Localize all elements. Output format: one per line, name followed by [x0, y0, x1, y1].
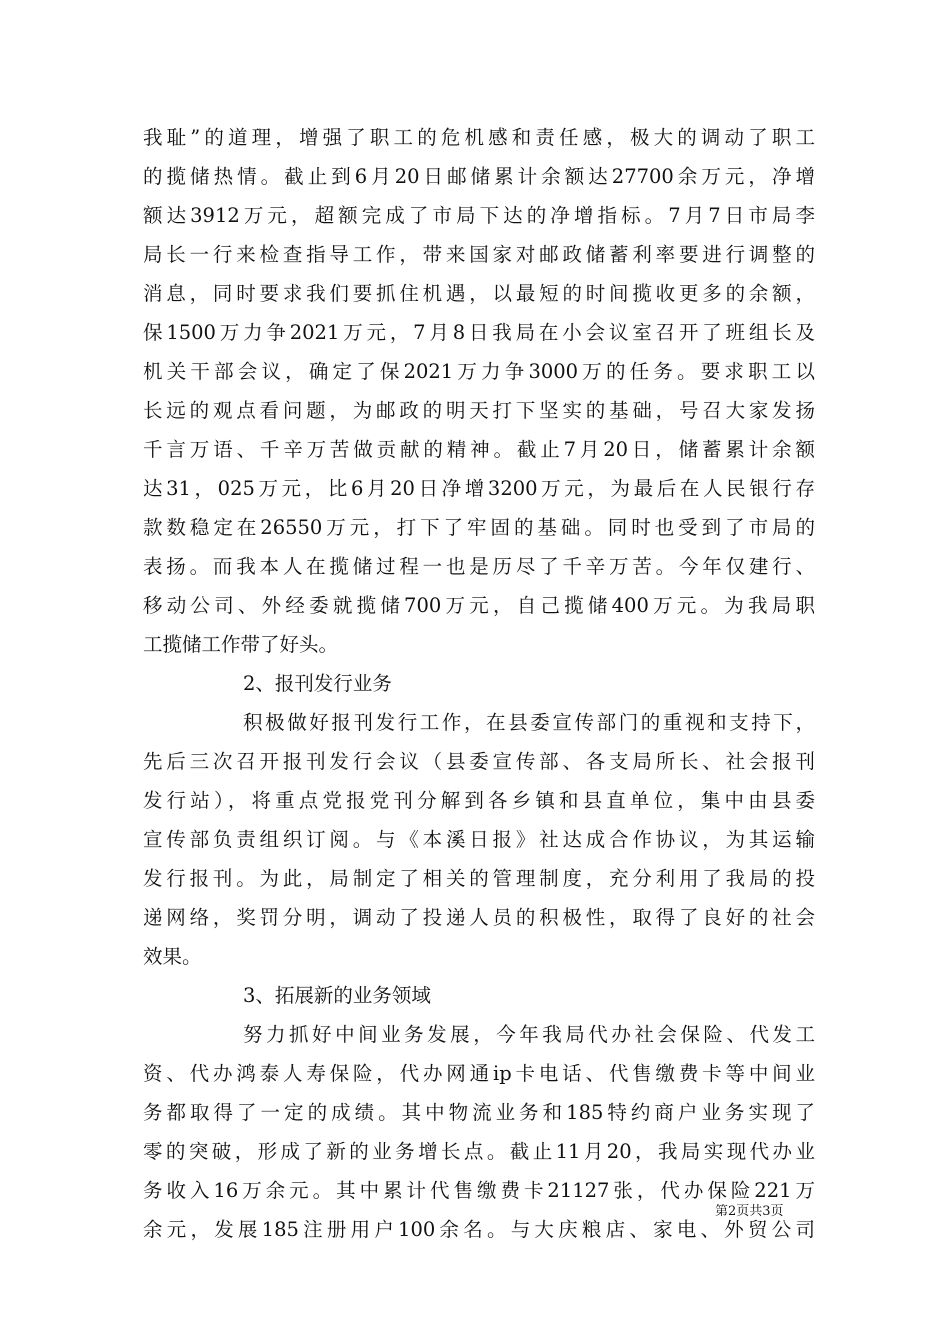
text-line: 消息，同时要求我们要抓住机遇，以最短的时间揽收更多的余额，	[143, 282, 815, 305]
text-line: 务收入16万余元。其中累计代售缴费卡21127张，代办保险221万	[143, 1179, 815, 1202]
text-line: 达31，025万元，比6月20日净增3200万元，为最后在人民银行存	[143, 477, 815, 500]
text-line: 额达3912万元，超额完成了市局下达的净增指标。7月7日市局李	[143, 204, 815, 227]
text-line: 局长一行来检查指导工作，带来国家对邮政储蓄利率要进行调整的	[143, 243, 815, 266]
text-line: 保1500万力争2021万元，7月8日我局在小会议室召开了班组长及	[143, 321, 815, 344]
text-line: 效果。	[143, 945, 202, 968]
text-line: 我耻”的道理，增强了职工的危机感和责任感，极大的调动了职工	[143, 126, 815, 149]
text-line: 移动公司、外经委就揽储700万元，自己揽储400万元。为我局职	[143, 594, 815, 617]
text-line: 表扬。而我本人在揽储过程一也是历尽了千辛万苦。今年仅建行、	[143, 555, 815, 578]
section-heading: 2、报刊发行业务	[243, 672, 392, 695]
text-line: 递网络，奖罚分明，调动了投递人员的积极性，取得了良好的社会	[143, 906, 815, 929]
text-line: 机关干部会议，确定了保2021万力争3000万的任务。要求职工以	[143, 360, 815, 383]
text-line: 先后三次召开报刊发行会议（县委宣传部、各支局所长、社会报刊	[143, 750, 815, 773]
text-line: 宣传部负责组织订阅。与《本溪日报》社达成合作协议，为其运输	[143, 828, 815, 851]
text-line: 发行站），将重点党报党刊分解到各乡镇和县直单位，集中由县委	[143, 789, 815, 812]
document-body	[143, 118, 815, 1249]
text-line: 积极做好报刊发行工作，在县委宣传部门的重视和支持下，	[243, 711, 815, 734]
text-line: 工揽储工作带了好头。	[143, 633, 339, 656]
text-line: 余元，发展185注册用户100余名。与大庆粮店、家电、外贸公司	[143, 1218, 815, 1241]
text-line: 务都取得了一定的成绩。其中物流业务和185特约商户业务实现了	[143, 1101, 815, 1124]
text-line: 的揽储热情。截止到6月20日邮储累计余额达27700余万元，净增	[143, 165, 815, 188]
text-line: 资、代办鸿泰人寿保险，代办网通ip卡电话、代售缴费卡等中间业	[143, 1062, 815, 1085]
text-line: 发行报刊。为此，局制定了相关的管理制度，充分利用了我局的投	[143, 867, 815, 890]
text-line: 零的突破，形成了新的业务增长点。截止11月20，我局实现代办业	[143, 1140, 815, 1163]
text-line: 千言万语、千辛万苦做贡献的精神。截止7月20日，储蓄累计余额	[143, 438, 815, 461]
page-number: 第2页共3页	[715, 1204, 784, 1219]
section-heading: 3、拓展新的业务领域	[243, 984, 431, 1007]
text-line: 长远的观点看问题，为邮政的明天打下坚实的基础，号召大家发扬	[143, 399, 815, 422]
text-line: 努力抓好中间业务发展，今年我局代办社会保险、代发工	[243, 1023, 815, 1046]
text-line: 款数稳定在26550万元，打下了牢固的基础。同时也受到了市局的	[143, 516, 815, 539]
